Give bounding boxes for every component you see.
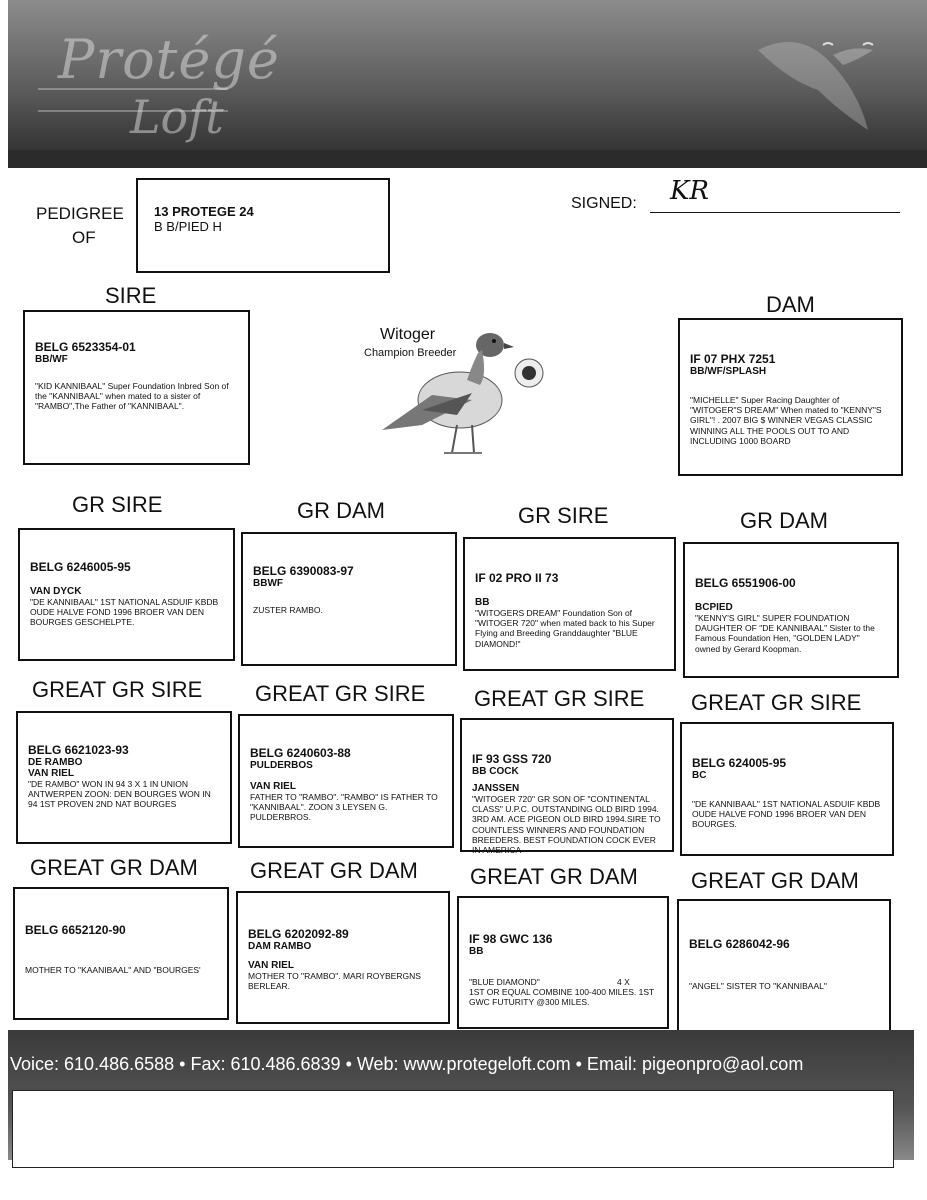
ggs-3-name2: JANSSEN	[472, 783, 520, 794]
ggd-heading-2: GREAT GR DAM	[250, 858, 418, 883]
gr-3-desc: "WITOGERS DREAM" Foundation Son of "WITOGER 720" when mated back to his Super Flying and Breeding Granddaughter "BLUE DIAMOND!"	[475, 608, 655, 649]
ggs-heading-3: GREAT GR SIRE	[474, 686, 645, 711]
ggs-3-desc: "WITOGER 720" GR SON OF "CONTINENTAL CLASS" U.P.C. OUTSTANDING OLD BIRD 1994. 3RD AM. ACE PIGEON OLD BIRD 1994.SIRE TO COUNTLESS WINNERS AND FOUNDATION BREEDERS. BEST FOUNDATION COCK EVER IN AMERICA	[472, 794, 661, 855]
dam-reg: IF 07 PHX 7251	[690, 352, 776, 366]
ggs-box-1	[16, 711, 232, 844]
ggd-2-name2: VAN RIEL	[248, 960, 294, 971]
ggs-2-reg: BELG 6240603-88	[250, 746, 351, 760]
ggd-3-reg: IF 98 GWC 136	[469, 932, 553, 946]
dam-color: BB/WF/SPLASH	[690, 366, 767, 377]
ggd-4-reg: BELG 6286042-96	[689, 937, 790, 951]
sire-desc: "KID KANNIBAAL" Super Foundation Inbred Son of the "KANNIBAAL" when mated to a sister of "RAMBO",The Father of "KANNIBAAL".	[35, 381, 229, 412]
ggd-2-name: DAM RAMBO	[248, 941, 312, 952]
breeder-name: Witoger	[380, 326, 436, 343]
signature-line	[650, 212, 900, 213]
ggs-4-reg: BELG 624005-95	[692, 756, 787, 770]
ggd-3-tag: 4 X	[617, 977, 630, 987]
ggd-2-desc: MOTHER TO "RAMBO". MARI ROYBERGNS BERLEAR.	[248, 971, 421, 992]
ggd-3-desc-line	[469, 977, 657, 987]
ggd-1-reg: BELG 6652120-90	[25, 923, 126, 937]
logo-text-line1: Protégé	[58, 28, 280, 91]
dam-heading: DAM	[766, 292, 815, 317]
gr-1-reg: BELG 6246005-95	[30, 560, 131, 574]
ggd-heading-3: GREAT GR DAM	[470, 864, 638, 889]
breeder-title: Champion Breeder	[364, 347, 457, 359]
ggd-box-1	[13, 887, 229, 1020]
gr-sire-heading-1: GR SIRE	[72, 492, 163, 517]
contact-info: Voice: 610.486.6588 • Fax: 610.486.6839 • Web: www.protegeloft.com • Email: pigeonpro@aol.com	[10, 1054, 804, 1074]
pedigree-label: PEDIGREE	[36, 204, 124, 223]
ggs-heading-2: GREAT GR SIRE	[255, 681, 426, 706]
gr-4-desc: "KENNY'S GIRL" SUPER FOUNDATION DAUGHTER OF "DE KANNIBAAL" Sister to the Famous Foundation Hen, "GOLDEN LADY" owned by Gerard Koopman.	[695, 613, 875, 654]
gr-dam-heading-1: GR DAM	[297, 498, 385, 523]
ggd-1-desc: MOTHER TO "KAANIBAAL" AND "BOURGES'	[25, 965, 201, 975]
ggd-2-reg: BELG 6202092-89	[248, 927, 349, 941]
ggs-2-name2: VAN RIEL	[250, 781, 296, 792]
gr-box-1	[18, 528, 235, 661]
ggs-box-3	[460, 718, 674, 855]
ggs-box-4	[680, 722, 894, 856]
ggs-3-name: BB COCK	[472, 766, 519, 777]
gr-2-desc: ZUSTER RAMBO.	[253, 605, 323, 615]
signature: KR	[670, 176, 709, 206]
pedigree-of-label: OF	[72, 228, 96, 247]
gr-box-4	[683, 542, 899, 678]
ggs-4-name: BC	[692, 770, 707, 781]
ggs-1-reg: BELG 6621023-93	[28, 743, 129, 757]
banner-stripe	[8, 150, 927, 168]
ggs-1-name2: VAN RIEL	[28, 768, 74, 779]
dove-icon	[738, 20, 888, 140]
sire-heading: SIRE	[105, 283, 157, 308]
footer	[8, 1030, 914, 1160]
signed-label: SIGNED:	[571, 195, 637, 212]
bird-id: 13 PROTEGE 24	[154, 204, 254, 219]
logo-text-line2: Loft	[130, 90, 224, 144]
dam-box	[678, 318, 903, 476]
ggd-heading-1: GREAT GR DAM	[30, 855, 198, 880]
header-banner	[8, 0, 927, 168]
gr-4-name: BCPIED	[695, 602, 733, 613]
ggs-2-name: PULDERBOS	[250, 760, 313, 771]
gr-3-name: BB	[475, 597, 490, 608]
ggs-box-2	[238, 714, 454, 848]
ggs-4-desc: "DE KANNIBAAL" 1ST NATIONAL ASDUIF KBDB OUDE HALVE FOND 1996 BROER VAN DEN BOURGES.	[692, 799, 881, 830]
sire-color: BB/WF	[35, 354, 68, 365]
gr-sire-heading-2: GR SIRE	[518, 503, 609, 528]
sire-box	[23, 310, 250, 465]
gr-box-3	[463, 537, 676, 671]
gr-1-name: VAN DYCK	[30, 586, 82, 597]
ggs-2-desc: FATHER TO "RAMBO". "RAMBO" IS FATHER TO "KANNIBAAL". ZOON 3 LEYSEN G. PULDERBROS.	[250, 792, 438, 823]
bird-id-box	[136, 178, 390, 273]
dam-desc: "MICHELLE" Super Racing Daughter of "WITOGER"S DREAM" When mated to "KENNY"S GIRL"! . 2007 BIG $ WINNER VEGAS CLASSIC WINNING ALL THE POOLS OUT TO AND INCLUDING 1000 BOARD	[690, 395, 882, 446]
ggs-1-name: DE RAMBO	[28, 757, 83, 768]
ggd-3-desc2: 1ST OR EQUAL COMBINE 100-400 MILES. 1ST GWC FUTURITY @300 MILES.	[469, 987, 655, 1008]
ggs-1-desc: "DE RAMBO" WON IN 94 3 X 1 IN UNION ANTWERPEN ZOON: DEN BOURGES WON IN 94 1ST PROVEN 2ND NAT BOURGES	[28, 779, 211, 810]
ggd-3-desc: "BLUE DIAMOND"	[469, 977, 540, 987]
gr-1-desc: "DE KANNIBAAL" 1ST NATIONAL ASDUIF KBDB OUDE HALVE FOND 1996 BROER VAN DEN BOURGES GESCHELPTE.	[30, 597, 219, 628]
gr-4-reg: BELG 6551906-00	[695, 576, 796, 590]
ggd-4-desc: "ANGEL" SISTER TO "KANNIBAAL"	[689, 981, 827, 991]
gr-2-reg: BELG 6390083-97	[253, 564, 354, 578]
ggd-heading-4: GREAT GR DAM	[691, 868, 859, 893]
ggd-box-2	[236, 891, 450, 1024]
ggd-3-name: BB	[469, 946, 484, 957]
gr-box-2	[241, 532, 457, 666]
ggs-heading-4: GREAT GR SIRE	[691, 690, 862, 715]
gr-2-name: BBWF	[253, 578, 283, 589]
pigeon-icon	[362, 315, 552, 460]
ggd-box-3	[457, 896, 669, 1029]
ggs-3-reg: IF 93 GSS 720	[472, 752, 552, 766]
ggs-heading-1: GREAT GR SIRE	[32, 677, 203, 702]
bird-color: B B/PIED H	[154, 219, 222, 234]
footer-blank-box	[12, 1090, 894, 1168]
sire-reg: BELG 6523354-01	[35, 340, 136, 354]
gr-dam-heading-2: GR DAM	[740, 508, 828, 533]
gr-3-reg: IF 02 PRO II 73	[475, 571, 559, 585]
ggd-box-4	[677, 899, 891, 1033]
logo	[30, 18, 280, 158]
